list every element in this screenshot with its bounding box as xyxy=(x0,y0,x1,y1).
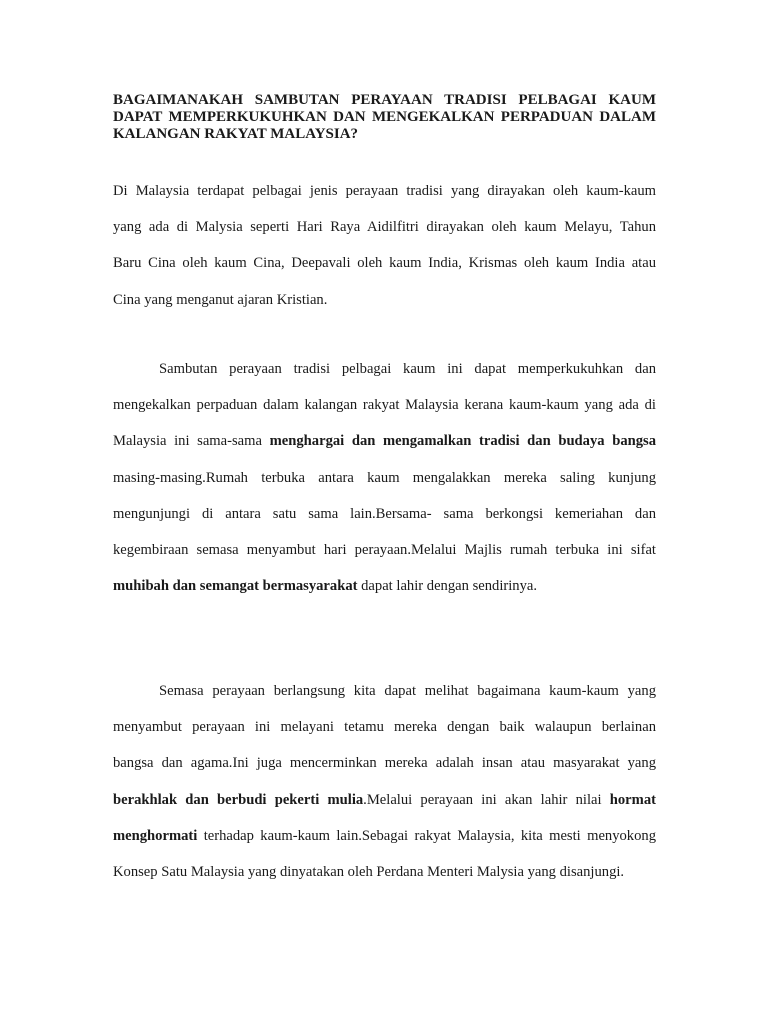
text-line: Baru Cina oleh kaum Cina, Deepavali oleh kaum India, Krismas oleh kaum India atau xyxy=(113,255,656,272)
text-line xyxy=(113,818,656,854)
text-line xyxy=(113,423,656,459)
text-line: masing-masing.Rumah terbuka antara kaum mengalakkan mereka saling kunjung xyxy=(113,469,656,486)
title-line: KALANGAN RAKYAT MALAYSIA? xyxy=(113,126,359,142)
text-line: Konsep Satu Malaysia yang dinyatakan oleh Perdana Menteri Malysia yang disanjungi. xyxy=(113,863,625,880)
text-line: mengekalkan perpaduan dalam kalangan rakyat Malaysia kerana kaum-kaum yang ada di xyxy=(113,397,656,414)
paragraph-1 xyxy=(113,173,656,318)
bold-phrase: hormat xyxy=(609,791,656,808)
text-run: Malaysia ini sama-sama xyxy=(113,433,270,450)
text-line: Di Malaysia terdapat pelbagai jenis perayaan tradisi yang dirayakan oleh kaum-kaum xyxy=(113,183,656,199)
text-line: yang ada di Malysia seperti Hari Raya Aidilfitri dirayakan oleh kaum Melayu, Tahun xyxy=(113,219,656,236)
title-line: BAGAIMANAKAH SAMBUTAN PERAYAAN TRADISI PELBAGAI KAUM xyxy=(113,92,656,108)
text-run: dapat lahir dengan sendirinya. xyxy=(357,578,538,595)
text-run: terhadap kaum-kaum lain.Sebagai rakyat Malaysia, kita mesti menyokong xyxy=(197,827,656,844)
text-line xyxy=(113,568,656,604)
text-line: Semasa perayaan berlangsung kita dapat melihat bagaimana kaum-kaum yang xyxy=(159,683,656,699)
text-run: .Melalui perayaan ini akan lahir nilai xyxy=(363,791,610,808)
paragraph-2 xyxy=(113,351,656,604)
bold-phrase: menghargai dan mengamalkan tradisi dan budaya bangsa xyxy=(269,433,656,450)
text-line: Sambutan perayaan tradisi pelbagai kaum ini dapat memperkukuhkan dan xyxy=(159,361,656,377)
title-line: DAPAT MEMPERKUKUHKAN DAN MENGEKALKAN PERPADUAN DALAM xyxy=(113,109,656,125)
text-line: kegembiraan semasa menyambut hari perayaan.Melalui Majlis rumah terbuka ini sifat xyxy=(113,541,656,558)
text-line: menyambut perayaan ini melayani tetamu mereka dengan baik walaupun berlainan xyxy=(113,719,656,736)
text-line: mengunjungi di antara satu sama lain.Bersama- sama berkongsi kemeriahan dan xyxy=(113,505,656,522)
bold-phrase: muhibah dan semangat bermasyarakat xyxy=(113,578,358,595)
bold-phrase: berakhlak dan berbudi pekerti mulia xyxy=(113,791,364,808)
bold-phrase: menghormati xyxy=(113,827,198,844)
paragraph-3 xyxy=(113,673,656,890)
text-line: Cina yang menganut ajaran Kristian. xyxy=(113,291,328,308)
text-line xyxy=(113,782,656,818)
text-line: bangsa dan agama.Ini juga mencerminkan mereka adalah insan atau masyarakat yang xyxy=(113,755,656,772)
document-title xyxy=(113,92,656,143)
